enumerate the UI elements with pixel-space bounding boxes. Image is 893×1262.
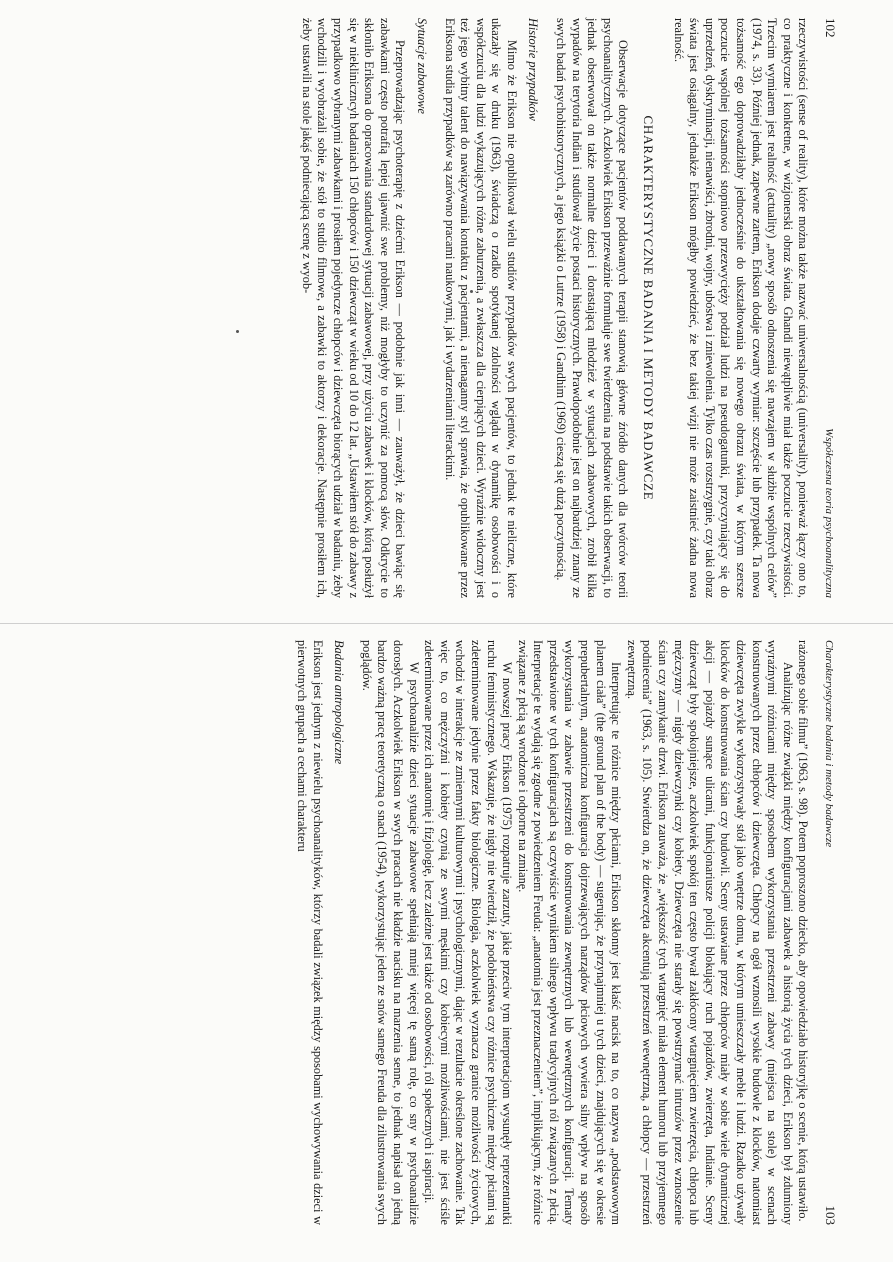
subsection-heading: Sytuacje zabawowe [414,18,429,114]
paragraph: Obserwacje dotyczące pacjentów poddawanych terapii stanowią główne źródło danych dla twórców teorii psychoanalitycznych. Aczkolwiek Erikson przeważnie formułuje swe twierdzenia na podstawie takich obserwacji, to jednak obserwował on także normalne dzieci i dorastającą młodzież w sytuacjach zabawowych, zrobił kilka wypadów na terytoria Indian i studiował życie postaci historycznych. Prawdopodobnie jest on najbardziej znany ze swych badań psychohistorycznych, a jego książki o Lutrze (1958) i Gandhim (1969) cieszą się dużą poczytnością. [554,18,631,598]
page-divider [0,623,893,624]
paragraph: Analizując różne związki między konfiguracjami zabawek a historią życia tych dzieci, Erikson był zdumiony wyraźnymi różnicami między sposobem wykorzystania przestrzeni zabawy (miejsca na stole) w scenach konstruowanych przez chłopców i dziewczęta. Chłopcy na ogół wznosili wysokie budowle z klocków, natomiast dziewczęta zwykle wykorzystywały stół jako wnętrze domu, w którym umieszczały meble i ludzi. Rzadko używały klocków do konstruowania ścian czy budowli. Sceny ustawiane przez chłopców miały w sobie wiele dynamicznej akcji — pojazdy sunące ulicami, funkcjonariusze policji blokujący ruch pojazdów, zwierzęta, Indianie. Sceny dziewcząt były spokojniejsze, aczkolwiek spokój ten często bywał zakłócony wtargnięciem zwierzęcia, chłopca lub mężczyzny — nigdy dziewczynki czy kobiety. Dziewczęta nie starały się powstrzymać intruzów przez wznoszenie ścian czy zamykanie drzwi. Erikson zauważa, że „większość tych wtargnięć miała element humoru lub przyjemnego podniecenia” (1963, s. 105). Stwierdza on, że dziewczęta akcentują przestrzeń wewnętrzną, a chłopcy — przestrzeń zewnętrzną. [624,640,795,1225]
page-102 [38,18,838,598]
paragraph: rażonego sobie filmu” (1963, s. 98). Potem poproszono dziecko, aby opowiedziało historyjkę o scenie, którą ustawiło. [796,640,811,1222]
running-head-title: Charakterystyczne badania i metody badawcze [823,640,835,848]
subsection-heading: Badania antropologiczne [332,640,347,765]
paragraph: rzeczywistości (sense of reality), które można także nazwać uniwersalnością (universality), ponieważ łączy ono to, co praktyczne i konkretne, w wizjonerski obraz świata. Ghandi niewątpliwie miał także poczucie rzeczywistości. Trzecim wymiarem jest realność (actuality) „nowy sposób odnoszenia się nawzajem w służbie wspólnych celów” (1974, s. 33). Później jednak, zapewne zartem, Erikson dodaje czwarty wymiar: szczęście lub przypadek. Ta nowa tożsamość ego doprowadziłaby jednocześnie do ukształtowania się nowego obrazu świata, w którym szersze poczucie wspólnej tożsamości stopniowo przezwycięży podział ludzi na pseudogatunki, przyczyniający się do uprzedzeń, dyskryminacji, nienawiści, zbrodni, wojny, ubóstwa i zniewolenia. Tylko czas rozstrzygnie, czy taki obraz świata jest osiągalny, jednakże Erikson mógłby powiedzieć, że bez takiej wizji nie może zaistnieć żadna nowa realność. [671,18,811,598]
paragraph: Interpretując te różnice między płciami, Erikson skłonny jest kłaść nacisk na to, co nazywa „podstawowym planem ciała” (the ground plan of the body) — sugerując, że przynajmniej u tych dzieci, znajdujących się w okresie prepubertalnym, anatomiczna konfiguracja dojrzewających narządów płciowych wywiera silny wpływ na sposób wykorzystania w zabawie przestrzeni do konstruowania zewnętrznych lub wewnętrznych konfiguracji. Tematy przedstawione w tych konfiguracjach są oczywiście wynikiem silnego wpływu tradycyjnych ról związanych z płcią. Interpretacje te wydają się zgodne z powiedzeniem Freuda: „anatomia jest przeznaczeniem”, implikującym, że różnice związane z płcią są wrodzone i odporne na zmianę. [515,640,624,1225]
paragraph: Mimo że Erikson nie opublikował wielu studiów przypadków swych pacjentów, to jednak te nieliczne, które ukazały się w druku (1963), świadczą o rzadko spotykanej zdolności wglądu w dynamikę osobowości i o współczuciu dla ludzi wykazujących różne zaburzenia, a zwłaszcza dla cierpiących dzieci. Wyraźnie widoczny jest też jego wybitny talent do nawiązywania kontaktu z pacjentami, a nienaganny styl sprawia, że opublikowane przez Eriksona studia przypadków są zarówno pracami naukowymi, jak i wydarzeniami literackimi. [442,18,519,598]
page-number: 102 [823,18,838,38]
running-head-title: Współczesna teoria psychoanalityczna [823,428,835,598]
paragraph: Erikson jest jednym z niewielu psychoanalityków, którzy badali związek między sposobami wychowywania dzieci w pierwotnych grupach a cechami charakteru [295,640,325,1225]
page-103 [38,640,838,1225]
subsection-heading: Historie przypadków [526,18,541,121]
paragraph: W psychoanalizie dzieci sytuacje zabawowe spełniają mniej więcej tę samą rolę, co sny w psychoanalizie dorosłych. Aczkolwiek Erikson w swych pracach nie kładzie nacisku na marzenia senne, to jednak napisał on jedną bardzo ważną pracę teoretyczną o snach (1954), wykorzystując jeden ze snów samego Freuda dla zilustrowania swych poglądów. [359,640,421,1225]
section-heading: CHARAKTERYSTYCZNE BADANIA I METODY BADAWCZE [641,115,657,501]
running-header [820,640,838,1225]
paragraph: Przeprowadzając psychoterapię z dziećmi Erikson — podobnie jak inni — zauważył, że dzieci bawiąc się zabawkami często potrafią lepiej ujawnić swe problemy, niż mogłyby to uczynić za pomocą słów. Odkrycie to skłoniło Eriksona do opracowania standardowej sytuacji zabawowej, przy użyciu zabawek i klocków, którą posłużył się w niekliniczncyh badaniach 150 chłopców i 150 dziewcząt w wieku od 10 do 12 lat. „Ustawiłem stół do zabawy z przypadkowo wybranymi zabawkami i prosiłem pojedyncze chłopców i dziewczęta biorących udział w badaniu, żeby wchodzili i wyobrażali sobie, że stół to studio filmowe, a zabawki to aktorzy i dekoracje. Następnie prosiłem ich, żeby ustawili na stole jakąś podniecającą scenę z wyob- [299,18,408,598]
paragraph: W nowszej pracy Erikson (1975) rozpatruje zarzuty, jakie przeciw tym interpretacjom wysunęły reprezentantki ruchu feministycznego. Wskazuje, że nigdy nie twierdził, że podobieństwa czy różnice psychiczne między płciami są zdeterminowane jedynie przez fakty biologiczne. Biologia, aczkolwiek wyznacza granice możliwości życiowych, wchodzi w interakcje ze zmiennymi kulturowymi i psychologicznymi, dając w rezultacie określone zachowanie. Tak więc to, co mężczyźni i kobiety czynią ze swymi męskimi czy kobiecymi możliwościami, nie jest ściśle zdeterminowane przez ich anatomię i fizjologię, lecz zależne jest także od osobowości, ról społecznych i aspiracji. [422,640,515,1225]
running-header [820,18,838,598]
page-number: 103 [823,1205,838,1225]
